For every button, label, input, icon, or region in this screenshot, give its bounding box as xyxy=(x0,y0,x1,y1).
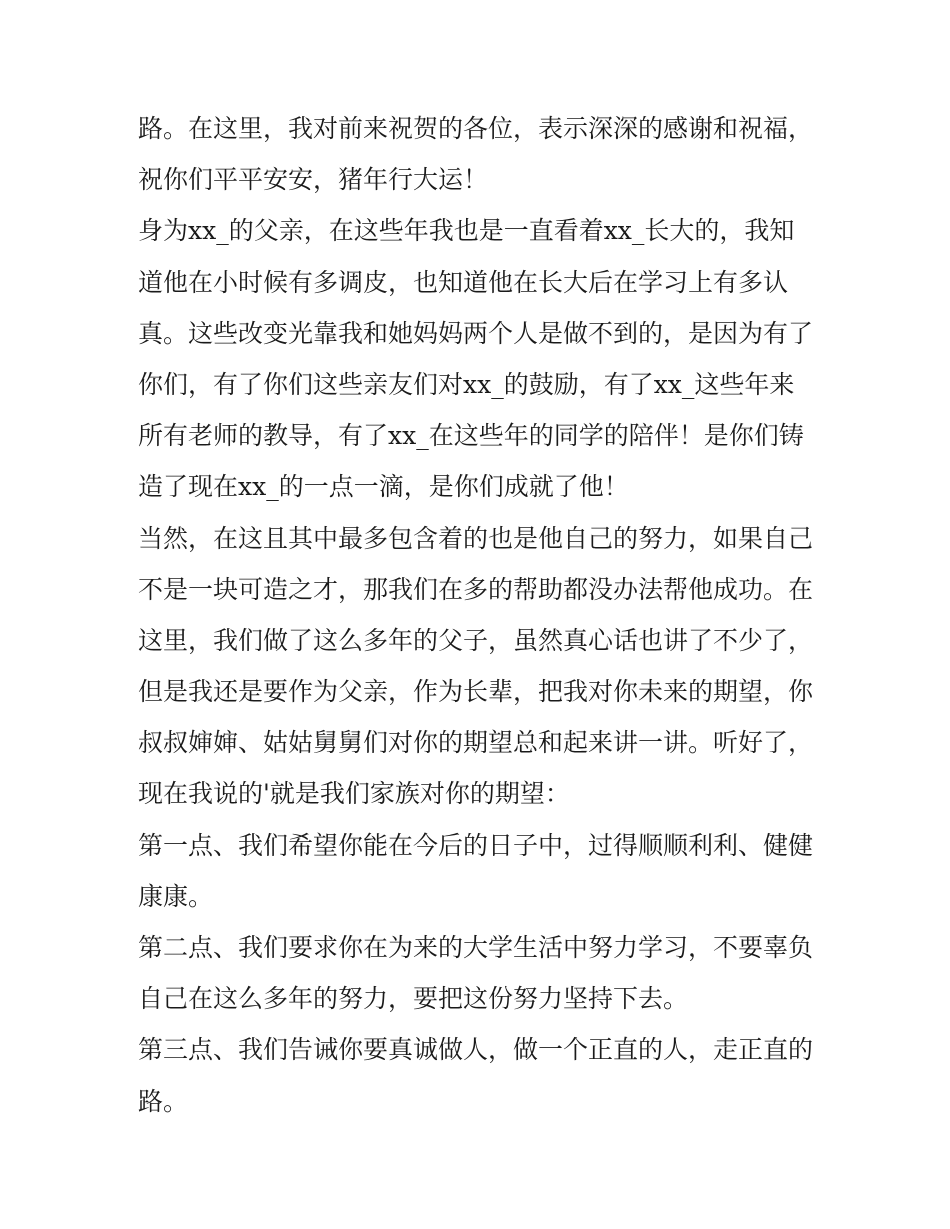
text-line: 康康。 xyxy=(138,881,214,911)
text-line: 路。 xyxy=(138,1086,189,1116)
text-line: 不是一块可造之才，那我们在多的帮助都没办法帮他成功。在 xyxy=(138,574,814,604)
text-line: 祝你们平平安安，猪年行大运！ xyxy=(138,165,489,195)
text-line: 造了现在xx_的一点一滴，是你们成就了他！ xyxy=(138,472,629,502)
text-line: 现在我说的'就是我们家族对你的期望： xyxy=(138,779,570,809)
text-line: 这里，我们做了这么多年的父子，虽然真心话也讲了不少了， xyxy=(138,625,814,655)
text-line: 路。在这里，我对前来祝贺的各位，表示深深的感谢和祝福， xyxy=(138,114,814,143)
text-line: 所有老师的教导，有了xx_在这些年的同学的陪伴！是你们铸 xyxy=(138,421,804,451)
text-line: 当然，在这且其中最多包含着的也是他自己的努力，如果自己 xyxy=(138,523,814,553)
text-line: 第一点、我们希望你能在今后的日子中，过得顺顺利利、健健 xyxy=(138,830,814,860)
text-line: 身为xx_的父亲，在这些年我也是一直看着xx_长大的，我知 xyxy=(138,216,795,246)
text-line: 自己在这么多年的努力，要把这份努力坚持下去。 xyxy=(138,984,689,1014)
text-line: 你们，有了你们这些亲友们对xx_的鼓励，有了xx_这些年来 xyxy=(138,369,795,399)
text-line: 道他在小时候有多调皮，也知道他在长大后在学习上有多认 xyxy=(138,267,789,297)
text-line: 但是我还是要作为父亲，作为长辈，把我对你未来的期望，你 xyxy=(138,677,814,707)
document-body xyxy=(138,103,828,1127)
text-line: 真。这些改变光靠我和她妈妈两个人是做不到的，是因为有了 xyxy=(138,318,814,348)
text-line: 叔叔婶婶、姑姑舅舅们对你的期望总和起来讲一讲。听好了， xyxy=(138,728,814,758)
text-line: 第三点、我们告诫你要真诚做人，做一个正直的人，走正直的 xyxy=(138,1035,814,1065)
text-line: 第二点、我们要求你在为来的大学生活中努力学习，不要辜负 xyxy=(138,933,814,962)
